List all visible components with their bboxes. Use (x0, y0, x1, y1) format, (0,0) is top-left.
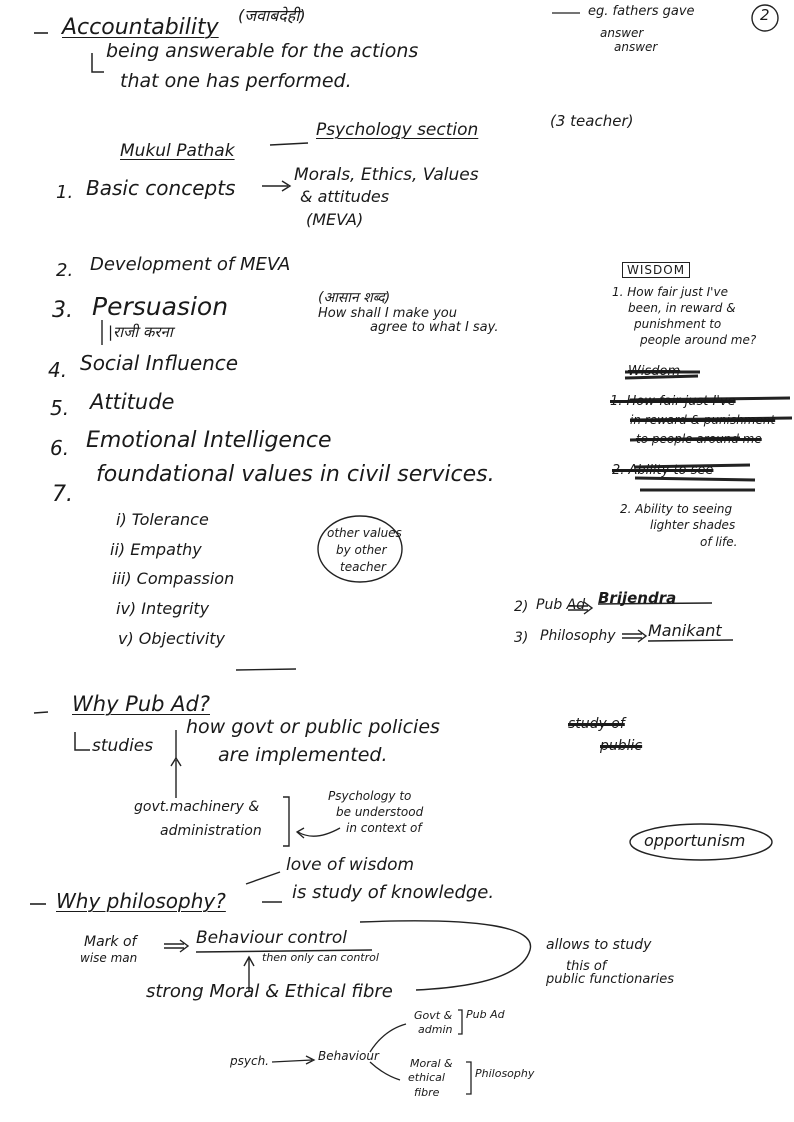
psy-context-2: be understood (336, 805, 424, 819)
diagram-moral-1: Moral & (410, 1057, 453, 1070)
behaviour-control: Behaviour control (196, 928, 347, 948)
diagram-govt-2: admin (418, 1023, 453, 1036)
wisdom-box: WISDOM (622, 262, 690, 278)
other-values-3: teacher (340, 560, 386, 574)
topic-4-num: 4. (48, 358, 68, 382)
topic-3-num: 3. (52, 298, 73, 323)
pubad-line-2: are implemented. (218, 744, 388, 766)
topic-1-text: Basic concepts (86, 176, 236, 200)
diagram-philosophy: Philosophy (475, 1067, 535, 1080)
struck-public: public (600, 738, 643, 754)
value-5: v) Objectivity (118, 629, 226, 648)
studies-label: studies (92, 736, 154, 756)
study-of-knowledge: is study of knowledge. (292, 882, 495, 903)
topic-4-text: Social Influence (80, 351, 239, 375)
teacher-3-num: 3) (514, 630, 529, 646)
wisdom-q3: punishment to (634, 317, 722, 331)
topic-6-text: Emotional Intelligence (86, 428, 332, 453)
mukul-name: Mukul Pathak (120, 141, 235, 161)
struck-line-3: to people around me (636, 432, 762, 446)
struck-line-2: in reward & punishment (630, 413, 776, 427)
pubad-title: Why Pub Ad? (72, 692, 210, 716)
allows-1: allows to study (546, 937, 652, 953)
govt-machinery: govt.machinery & (134, 799, 260, 815)
diagram-moral-3: fibre (414, 1086, 440, 1099)
wisdom-q1: 1. How fair just I've (612, 285, 728, 299)
diagram-psych: psych. (230, 1054, 269, 1068)
psy-context-3: in context of (346, 821, 422, 835)
other-values-2: by other (336, 543, 387, 557)
teacher-count: (3 teacher) (550, 112, 634, 130)
topic-1-extra1: Morals, Ethics, Values (294, 165, 479, 185)
topic-3-text: Persuasion (92, 292, 229, 321)
definition-line-1: being answerable for the actions (106, 40, 419, 62)
topic-3-note1: (आसान शब्द) (318, 290, 391, 306)
topic-7-text: foundational values in civil services. (96, 462, 495, 487)
wisdom-q4: people around me? (640, 333, 757, 347)
topic-1-extra3: (MEVA) (306, 210, 364, 229)
definition-line-2: that one has performed. (120, 70, 352, 92)
strong-moral-fibre: strong Moral & Ethical fibre (146, 981, 393, 1002)
psychology-section: Psychology section (316, 120, 479, 140)
topic-2-text: Development of MEVA (90, 254, 291, 275)
struck-wisdom: Wisdom (628, 364, 681, 379)
value-2: ii) Empathy (110, 540, 202, 559)
topic-7-num: 7. (52, 482, 73, 507)
wisdom-a1: 2. Ability to seeing (620, 502, 733, 516)
wisdom-q2: been, in reward & (628, 301, 736, 315)
struck-study-of: study of (568, 716, 625, 732)
philosophy-title: Why philosophy? (56, 889, 226, 913)
psy-context-1: Psychology to (328, 789, 412, 803)
pubad-line-1: how govt or public policies (186, 716, 440, 738)
opportunism-note: opportunism (644, 831, 746, 850)
wisdom-a3: of life. (700, 535, 738, 549)
topic-3-note3: agree to what I say. (370, 320, 499, 335)
diagram-pubad: Pub Ad (466, 1008, 505, 1021)
value-1: i) Tolerance (116, 510, 209, 529)
topic-5-num: 5. (50, 396, 70, 420)
teacher-2-num: 2) (514, 599, 529, 615)
accountability-hindi: (जवाबदेही) (238, 6, 306, 25)
diagram-govt-1: Govt & (414, 1009, 453, 1022)
mark-of: Mark of (84, 934, 137, 950)
side-note-3: answer (614, 40, 658, 54)
topic-5-text: Attitude (90, 390, 175, 414)
accountability-title: Accountability (62, 15, 219, 40)
teacher-3-name: Manikant (648, 621, 722, 640)
teacher-2-name: Brijendra (598, 589, 677, 607)
topic-1-extra2: & attitudes (300, 187, 390, 206)
diagram-moral-2: ethical (408, 1071, 445, 1084)
other-values-1: other values (327, 526, 402, 540)
topic-3-sub: |राजी करना (108, 323, 173, 341)
diagram-behaviour: Behaviour (318, 1049, 379, 1063)
wisdom-a2: lighter shades (650, 518, 736, 532)
administration: administration (160, 823, 262, 839)
topic-1-num: 1. (56, 182, 74, 203)
topic-3-note2: How shall I make you (318, 306, 457, 321)
struck-line-4: 2. Ability to see (612, 463, 714, 478)
wise-man: wise man (80, 951, 138, 965)
allows-2: this of (566, 959, 607, 974)
page-number: 2 (760, 6, 770, 24)
teacher-3-subject: Philosophy (540, 628, 616, 644)
love-of-wisdom: love of wisdom (286, 855, 415, 875)
value-4: iv) Integrity (116, 599, 210, 618)
allows-3: public functionaries (546, 972, 675, 987)
teacher-2-subject: Pub Ad (536, 597, 586, 613)
topic-6-num: 6. (50, 436, 70, 460)
then-only-control: then only can control (262, 951, 379, 964)
side-note-1: eg. fathers gave (588, 4, 695, 19)
value-3: iii) Compassion (112, 569, 235, 588)
topic-2-num: 2. (56, 260, 74, 281)
side-note-2: answer (600, 26, 644, 40)
struck-line-1: 1. How fair just I've (610, 394, 736, 409)
